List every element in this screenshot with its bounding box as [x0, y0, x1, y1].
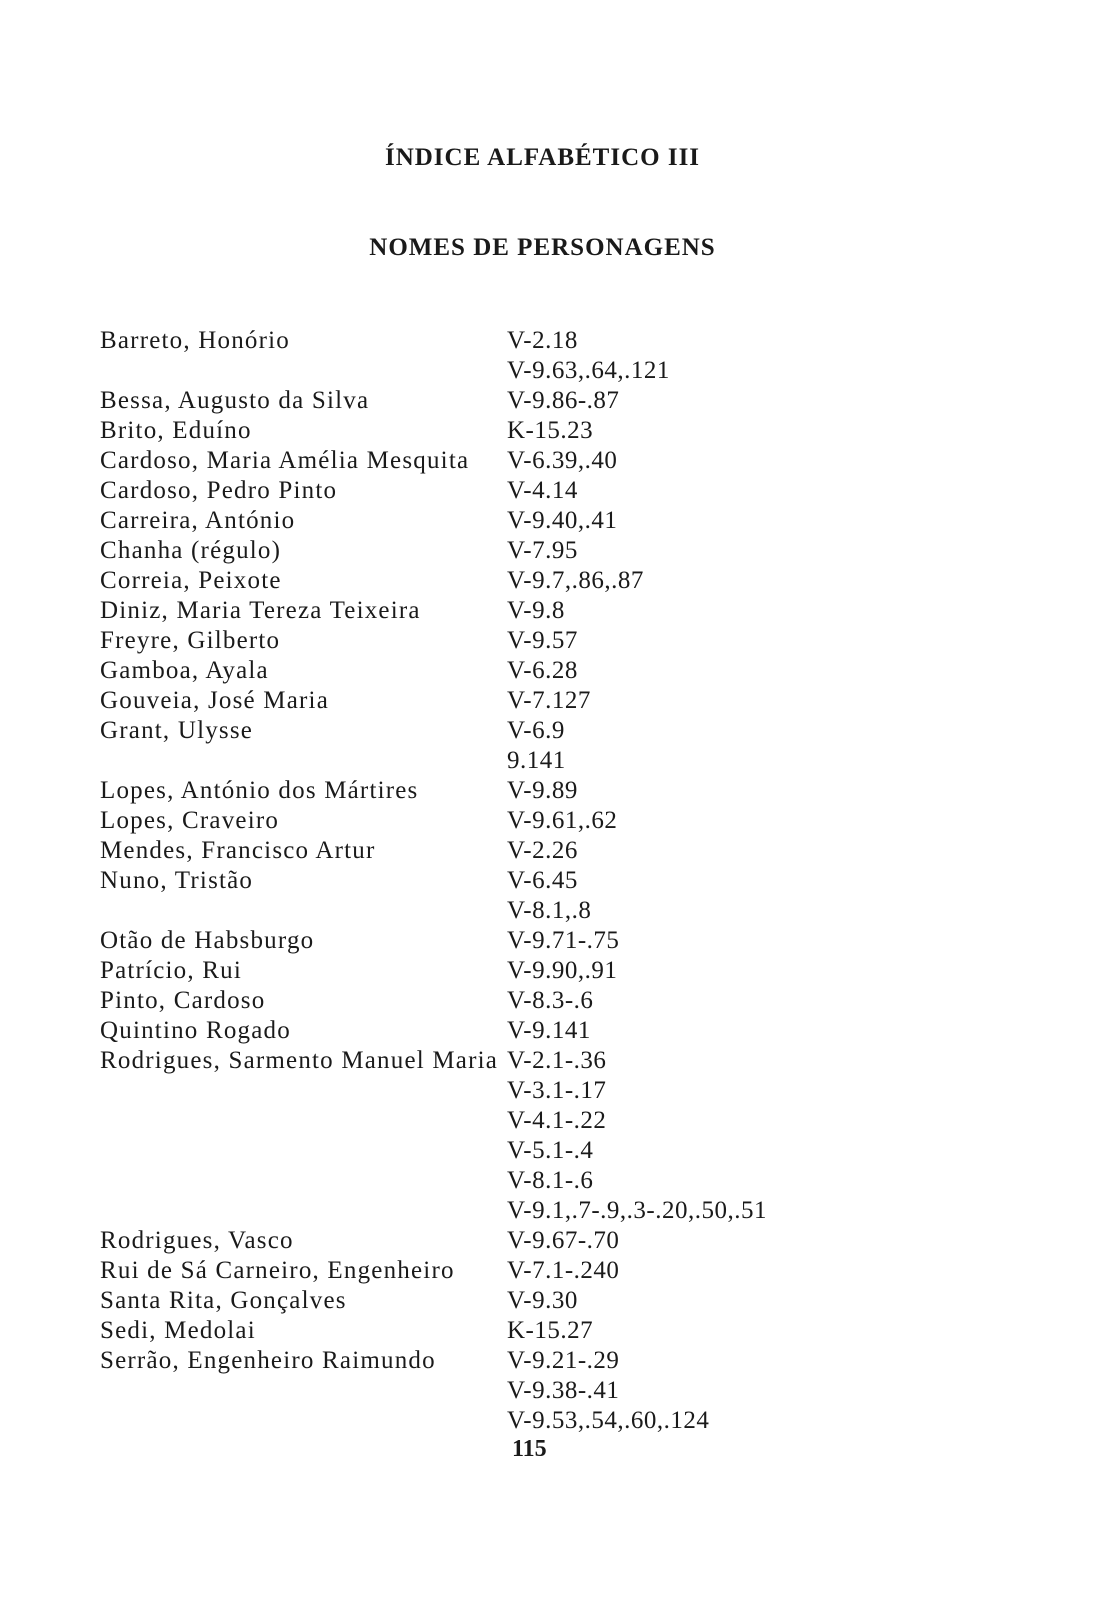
index-entry [100, 1316, 1000, 1346]
entry-reference: V-7.1-.240 [507, 1257, 620, 1284]
entry-reference: V-9.40,.41 [507, 507, 618, 534]
entry-name: Brito, Eduíno [100, 417, 252, 444]
entry-reference: K-15.27 [507, 1317, 594, 1344]
index-entry [100, 326, 1000, 356]
index-entry [100, 716, 1000, 746]
entry-reference: V-8.3-.6 [507, 987, 594, 1014]
entry-reference: V-2.18 [507, 327, 578, 354]
index-entry [100, 986, 1000, 1016]
entry-name: Chanha (régulo) [100, 537, 282, 564]
entry-reference: V-9.141 [507, 1017, 591, 1044]
index-entry [100, 686, 1000, 716]
entry-name: Rui de Sá Carneiro, Engenheiro [100, 1257, 455, 1284]
index-entry [100, 596, 1000, 626]
entry-name: Mendes, Francisco Artur [100, 837, 376, 864]
entry-reference: 9.141 [507, 747, 566, 774]
index-entry [100, 926, 1000, 956]
index-entry [100, 1376, 1000, 1406]
entry-reference: V-3.1-.17 [507, 1077, 607, 1104]
entry-reference: V-9.71-.75 [507, 927, 620, 954]
entry-name: Gamboa, Ayala [100, 657, 269, 684]
index-entry [100, 896, 1000, 926]
entry-name: Serrão, Engenheiro Raimundo [100, 1347, 436, 1374]
entry-name: Lopes, António dos Mártires [100, 777, 419, 804]
entry-reference: V-9.7,.86,.87 [507, 567, 644, 594]
index-entry [100, 1256, 1000, 1286]
index-entry [100, 1106, 1000, 1136]
entry-reference: V-9.90,.91 [507, 957, 618, 984]
index-entry [100, 356, 1000, 386]
entry-reference: V-9.21-.29 [507, 1347, 620, 1374]
entry-reference: V-7.95 [507, 537, 578, 564]
entry-reference: V-6.45 [507, 867, 578, 894]
index-entry [100, 956, 1000, 986]
entry-reference: V-9.38-.41 [507, 1377, 620, 1404]
index-entry [100, 1016, 1000, 1046]
index-entry [100, 1196, 1000, 1226]
entry-reference: V-4.1-.22 [507, 1107, 607, 1134]
entry-name: Rodrigues, Vasco [100, 1227, 294, 1254]
index-entry [100, 746, 1000, 776]
index-entry [100, 866, 1000, 896]
entry-reference: K-15.23 [507, 417, 594, 444]
index-entry [100, 1076, 1000, 1106]
entry-name: Correia, Peixote [100, 567, 282, 594]
entry-name: Carreira, António [100, 507, 296, 534]
index-entry [100, 806, 1000, 836]
entry-name: Freyre, Gilberto [100, 627, 281, 654]
index-entry [100, 836, 1000, 866]
entry-reference: V-6.28 [507, 657, 578, 684]
entry-reference: V-2.1-.36 [507, 1047, 607, 1074]
index-entry [100, 1046, 1000, 1076]
index-entry [100, 566, 1000, 596]
name-index-list [100, 326, 1000, 1436]
entry-reference: V-9.67-.70 [507, 1227, 620, 1254]
entry-reference: V-5.1-.4 [507, 1137, 594, 1164]
index-entry [100, 506, 1000, 536]
entry-name: Bessa, Augusto da Silva [100, 387, 370, 414]
entry-reference: V-2.26 [507, 837, 578, 864]
index-entry [100, 476, 1000, 506]
entry-reference: V-6.39,.40 [507, 447, 618, 474]
index-entry [100, 1346, 1000, 1376]
index-entry [100, 1406, 1000, 1436]
section-subtitle: NOMES DE PERSONAGENS [369, 234, 716, 261]
entry-reference: V-8.1-.6 [507, 1167, 594, 1194]
index-entry [100, 656, 1000, 686]
entry-name: Patrício, Rui [100, 957, 242, 984]
entry-name: Sedi, Medolai [100, 1317, 256, 1344]
entry-reference: V-9.61,.62 [507, 807, 618, 834]
entry-reference: V-9.1,.7-.9,.3-.20,.50,.51 [507, 1197, 767, 1224]
entry-name: Cardoso, Pedro Pinto [100, 477, 338, 504]
entry-name: Barreto, Honório [100, 327, 290, 354]
entry-name: Santa Rita, Gonçalves [100, 1287, 347, 1314]
entry-name: Quintino Rogado [100, 1017, 291, 1044]
entry-reference: V-4.14 [507, 477, 578, 504]
entry-reference: V-9.89 [507, 777, 578, 804]
entry-name: Nuno, Tristão [100, 867, 254, 894]
index-entry [100, 626, 1000, 656]
entry-name: Otão de Habsburgo [100, 927, 315, 954]
entry-reference: V-9.8 [507, 597, 565, 624]
entry-reference: V-9.57 [507, 627, 578, 654]
entry-name: Grant, Ulysse [100, 717, 254, 744]
entry-reference: V-6.9 [507, 717, 565, 744]
index-entry [100, 536, 1000, 566]
page-number: 115 [512, 1436, 547, 1462]
index-entry [100, 1226, 1000, 1256]
entry-name: Pinto, Cardoso [100, 987, 266, 1014]
index-entry [100, 386, 1000, 416]
entry-reference: V-9.63,.64,.121 [507, 357, 670, 384]
page-title: ÍNDICE ALFABÉTICO III [384, 144, 701, 171]
index-entry [100, 776, 1000, 806]
index-entry [100, 416, 1000, 446]
index-entry [100, 1286, 1000, 1316]
entry-reference: V-8.1,.8 [507, 897, 592, 924]
index-entry [100, 1136, 1000, 1166]
entry-name: Lopes, Craveiro [100, 807, 280, 834]
entry-reference: V-9.53,.54,.60,.124 [507, 1407, 710, 1434]
entry-reference: V-9.86-.87 [507, 387, 620, 414]
entry-name: Gouveia, José Maria [100, 687, 329, 714]
index-entry [100, 446, 1000, 476]
entry-reference: V-7.127 [507, 687, 591, 714]
entry-reference: V-9.30 [507, 1287, 578, 1314]
entry-name: Diniz, Maria Tereza Teixeira [100, 597, 421, 624]
entry-name: Rodrigues, Sarmento Manuel Maria [100, 1047, 499, 1074]
index-entry [100, 1166, 1000, 1196]
entry-name: Cardoso, Maria Amélia Mesquita [100, 447, 470, 474]
